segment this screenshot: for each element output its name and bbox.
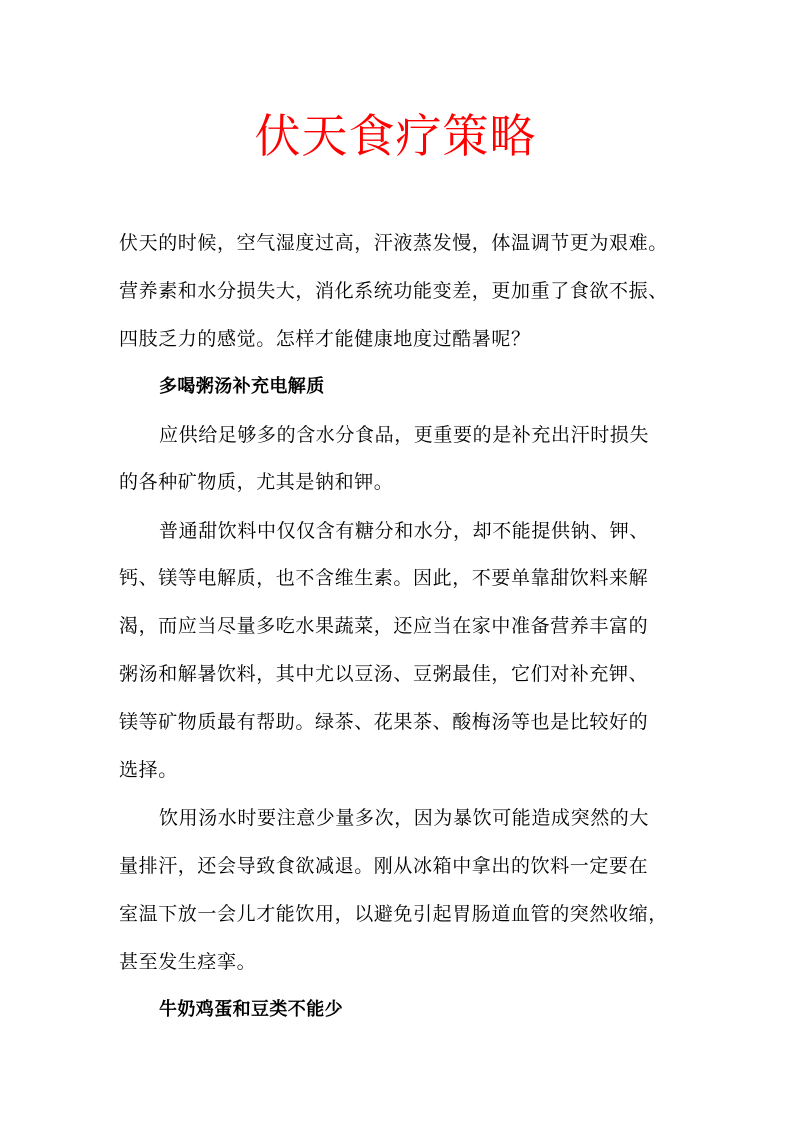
paragraph-line: 钙、镁等电解质，也不含维生素。因此，不要单靠甜饮料来解 — [119, 567, 649, 589]
section-heading-protein: 牛奶鸡蛋和豆类不能少 — [159, 999, 343, 1020]
paragraph-line: 粥汤和解暑饮料，其中尤以豆汤、豆粥最佳，它们对补充钾、 — [119, 663, 649, 685]
paragraph-line: 应供给足够多的含水分食品，更重要的是补充出汗时损失 — [159, 424, 650, 446]
paragraph-line: 甚至发生痉挛。 — [119, 951, 257, 973]
document-title: 伏天食疗策略 — [254, 109, 537, 163]
intro-line-1: 伏天的时候，空气湿度过高，汗液蒸发慢，体温调节更为艰难。 — [119, 232, 668, 254]
paragraph-line: 的各种矿物质，尤其是钠和钾。 — [119, 471, 394, 493]
intro-line-2: 营养素和水分损失大，消化系统功能变差，更加重了食欲不振、 — [119, 280, 668, 302]
paragraph-line: 量排汗，还会导致食欲减退。刚从冰箱中拿出的饮料一定要在 — [119, 855, 649, 877]
paragraph-line: 渴，而应当尽量多吃水果蔬菜，还应当在家中准备营养丰富的 — [119, 615, 649, 637]
intro-line-3: 四肢乏力的感觉。怎样才能健康地度过酷暑呢？ — [119, 328, 531, 350]
paragraph-line: 选择。 — [119, 759, 178, 781]
section-heading-electrolytes: 多喝粥汤补充电解质 — [159, 376, 325, 397]
paragraph-line: 室温下放一会儿才能饮用，以避免引起胃肠道血管的突然收缩， — [119, 903, 668, 925]
paragraph-line: 镁等矿物质最有帮助。绿茶、花果茶、酸梅汤等也是比较好的 — [119, 711, 649, 733]
paragraph-line: 普通甜饮料中仅仅含有糖分和水分，却不能提供钠、钾、 — [159, 520, 650, 542]
paragraph-line: 饮用汤水时要注意少量多次，因为暴饮可能造成突然的大 — [159, 807, 650, 829]
